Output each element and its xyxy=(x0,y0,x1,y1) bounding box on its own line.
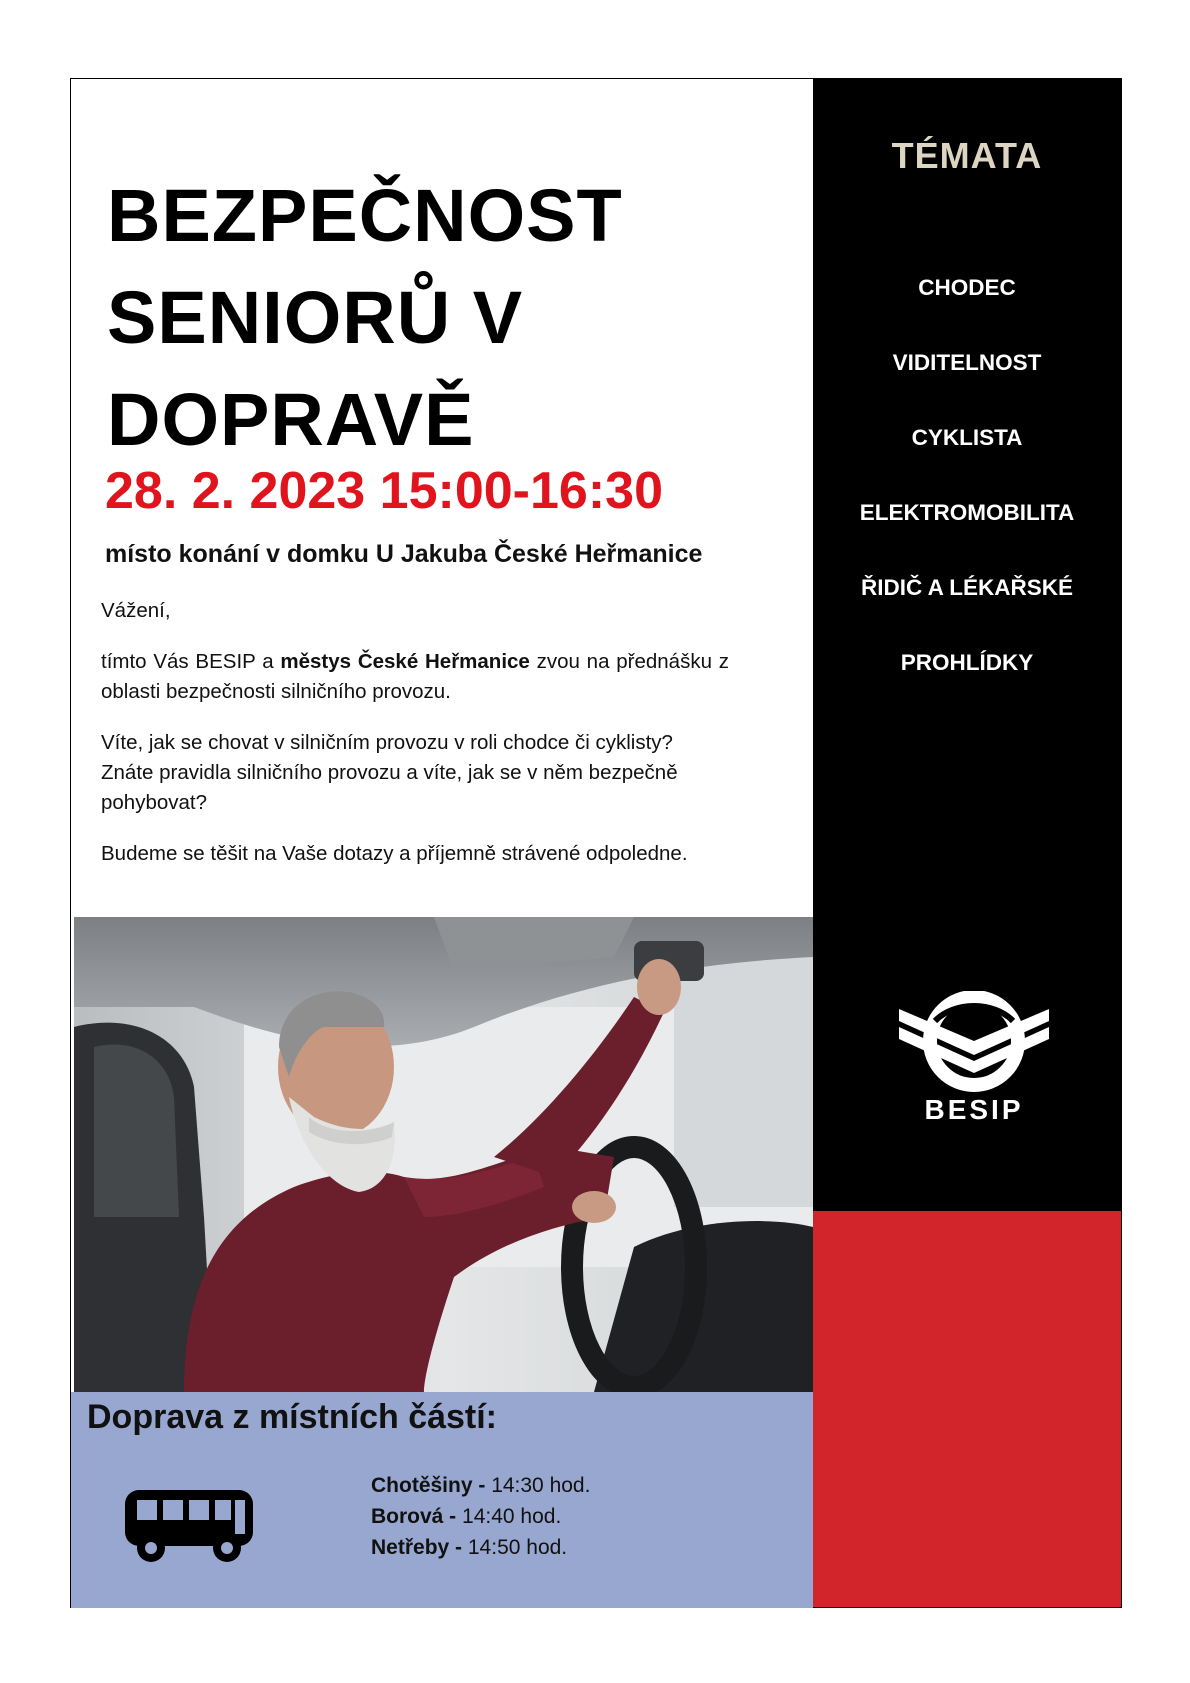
greeting: Vážení, xyxy=(101,599,171,622)
event-venue: místo konání v domku U Jakuba České Heřmanice xyxy=(105,540,703,568)
title-line: SENIORŮ V xyxy=(107,276,524,359)
topics-heading: TÉMATA xyxy=(891,135,1043,176)
topics-panel xyxy=(813,79,1121,1211)
paragraph-closing: Budeme se těšit na Vaše dotazy a příjemně strávené odpoledne. xyxy=(101,842,688,865)
senior-driver-photo xyxy=(74,917,813,1392)
topic-item: CYKLISTA xyxy=(911,425,1023,450)
paragraph-questions: Víte, jak se chovat v silničním provozu v roli chodce či cyklisty? Znáte pravidla silničního provozu a víte, jak se v něm bezpečně pohybovat? xyxy=(101,731,678,814)
stop-place: Netřeby - xyxy=(371,1536,463,1559)
bus-stop-row xyxy=(371,1501,590,1532)
transport-section xyxy=(71,1392,813,1608)
title-line: BEZPEČNOST xyxy=(107,174,623,257)
senior-driver-illustration xyxy=(74,917,813,1392)
transport-heading: Doprava z místních částí: xyxy=(87,1398,498,1436)
stop-place: Borová - xyxy=(371,1505,457,1528)
paragraph-invite-part: tímto Vás BESIP a xyxy=(101,650,281,673)
stop-time: 14:40 hod. xyxy=(462,1505,562,1528)
event-datetime: 28. 2. 2023 15:00-16:30 xyxy=(105,462,663,520)
bus-stop-row xyxy=(371,1532,590,1563)
title-line: DOPRAVĚ xyxy=(107,378,475,461)
organizer-name: městys České Heřmanice xyxy=(280,650,530,673)
stop-place: Chotěšiny - xyxy=(371,1474,486,1497)
bus-icon xyxy=(123,1488,255,1564)
topic-item: VIDITELNOST xyxy=(892,350,1042,375)
stop-time: 14:50 hod. xyxy=(467,1536,568,1559)
bus-stop-row xyxy=(371,1470,590,1501)
stop-time: 14:30 hod. xyxy=(491,1474,591,1497)
logo-text: BESIP xyxy=(924,1094,1024,1125)
paragraph-invite-part: zvou na přednášku z oblasti bezpečnosti silničního provozu. xyxy=(101,650,730,703)
poster xyxy=(70,78,1122,1608)
topic-item: ELEKTROMOBILITA xyxy=(859,500,1075,525)
bus-stops xyxy=(371,1470,590,1563)
topic-item: CHODEC xyxy=(918,275,1016,300)
page-title xyxy=(107,165,623,471)
red-accent-panel xyxy=(813,1211,1121,1607)
paragraph-invite xyxy=(101,647,729,707)
topic-item: ŘIDIČ A LÉKAŘSKÉ xyxy=(860,575,1074,600)
invitation-text xyxy=(101,596,729,890)
topics-list xyxy=(813,273,1121,723)
left-column xyxy=(71,79,813,1607)
besip-logo-icon xyxy=(899,991,1049,1126)
topic-item: PROHLÍDKY xyxy=(900,650,1034,675)
